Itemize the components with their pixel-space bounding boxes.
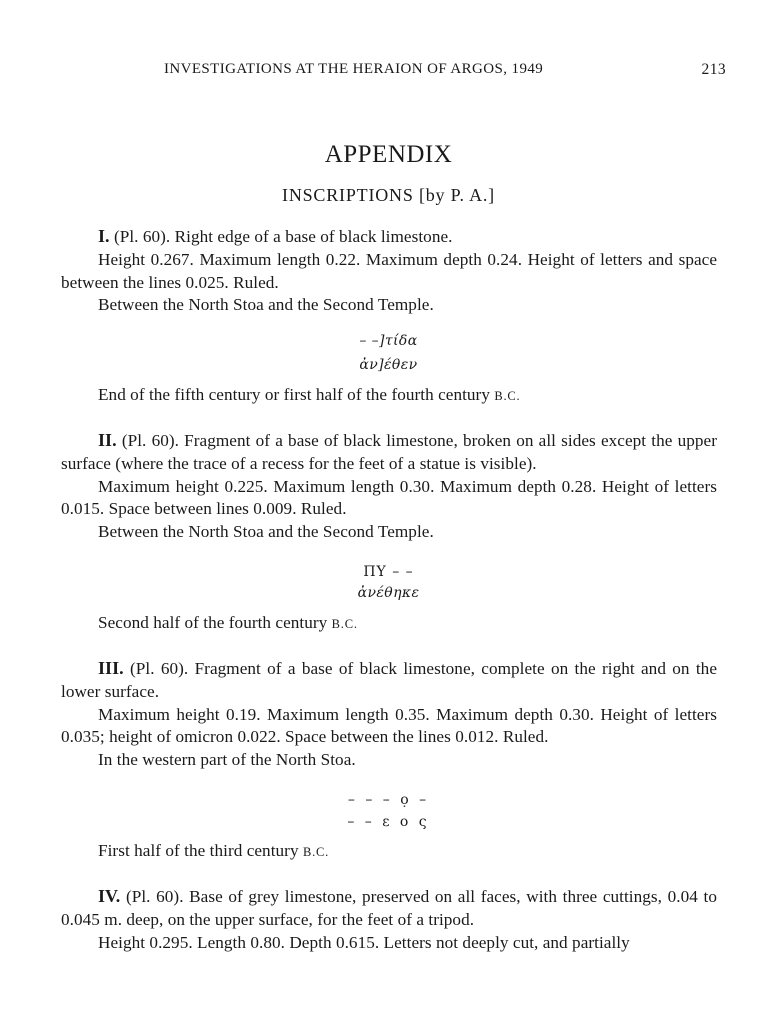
inscription-1-text-line-1: – –]τίδα [359, 333, 418, 349]
inscription-3-measurements: Maximum height 0.19. Maximum length 0.35. Maximum depth 0.30. Height of letters 0.035; height of omicron 0.022. Space between the lines 0.012. Ruled. [61, 704, 717, 747]
inscription-3-text-line-1: – – – ọ – [347, 792, 430, 808]
inscription-2-text-line-2: ἀνέθηκε [357, 585, 420, 601]
inscription-2-text-line-1: ΠΥ – – [363, 564, 414, 580]
inscription-1-numeral: I. [98, 226, 110, 246]
inscription-3-entry [61, 657, 717, 772]
inscription-4-numeral: IV. [98, 886, 121, 906]
inscription-1-description: I. (Pl. 60). Right edge of a base of black limestone. [98, 226, 453, 246]
inscription-2-era: B.C. [331, 617, 358, 631]
inscription-1-entry [61, 225, 717, 317]
inscription-3-description: III. (Pl. 60). Fragment of a base of black limestone, complete on the right and on the lower surface. [61, 658, 717, 701]
inscription-1-era: B.C. [494, 389, 521, 403]
inscription-1-date: End of the fifth century or first half of the fourth century B.C. [98, 385, 521, 404]
inscription-2-findspot: Between the North Stoa and the Second Temple. [98, 522, 434, 542]
inscription-3-date: First half of the third century B.C. [98, 841, 330, 860]
page-number: 213 [701, 61, 726, 78]
inscription-2-measurements: Maximum height 0.225. Maximum length 0.30. Maximum depth 0.28. Height of letters 0.015. Space between lines 0.009. Ruled. [61, 476, 717, 519]
inscription-1-measurements: Height 0.267. Maximum length 0.22. Maximum depth 0.24. Height of letters and space between the lines 0.025. Ruled. [61, 249, 717, 292]
inscription-1-findspot: Between the North Stoa and the Second Temple. [98, 295, 434, 315]
inscription-1-text-line-2: ἀν]έθεν [359, 357, 418, 373]
inscription-2-date: Second half of the fourth century B.C. [98, 613, 358, 632]
inscription-2-description: II. (Pl. 60). Fragment of a base of black limestone, broken on all sides except the upper surface (where the trace of a recess for the feet of a statue is visible). [61, 430, 717, 473]
inscription-2-numeral: II. [98, 430, 117, 450]
inscription-4-measurements: Height 0.295. Length 0.80. Depth 0.615. Letters not deeply cut, and partially [98, 932, 630, 952]
inscriptions-heading: INSCRIPTIONS [by P. A.] [282, 185, 495, 205]
inscription-4-entry [61, 885, 717, 954]
inscription-3-findspot: In the western part of the North Stoa. [98, 750, 356, 770]
inscription-2-entry [61, 429, 717, 544]
inscription-3-era: B.C. [302, 845, 330, 859]
running-head-title: INVESTIGATIONS AT THE HERAION OF ARGOS, 1949 [164, 61, 544, 77]
inscription-3-text-line-2: – – ε ο ς [347, 814, 430, 830]
appendix-title: APPENDIX [324, 141, 453, 168]
inscription-3-numeral: III. [98, 658, 124, 678]
inscription-4-description: IV. (Pl. 60). Base of grey limestone, preserved on all faces, with three cuttings, 0.04 to 0.045 m. deep, on the upper surface, for the feet of a tripod. [61, 886, 717, 929]
